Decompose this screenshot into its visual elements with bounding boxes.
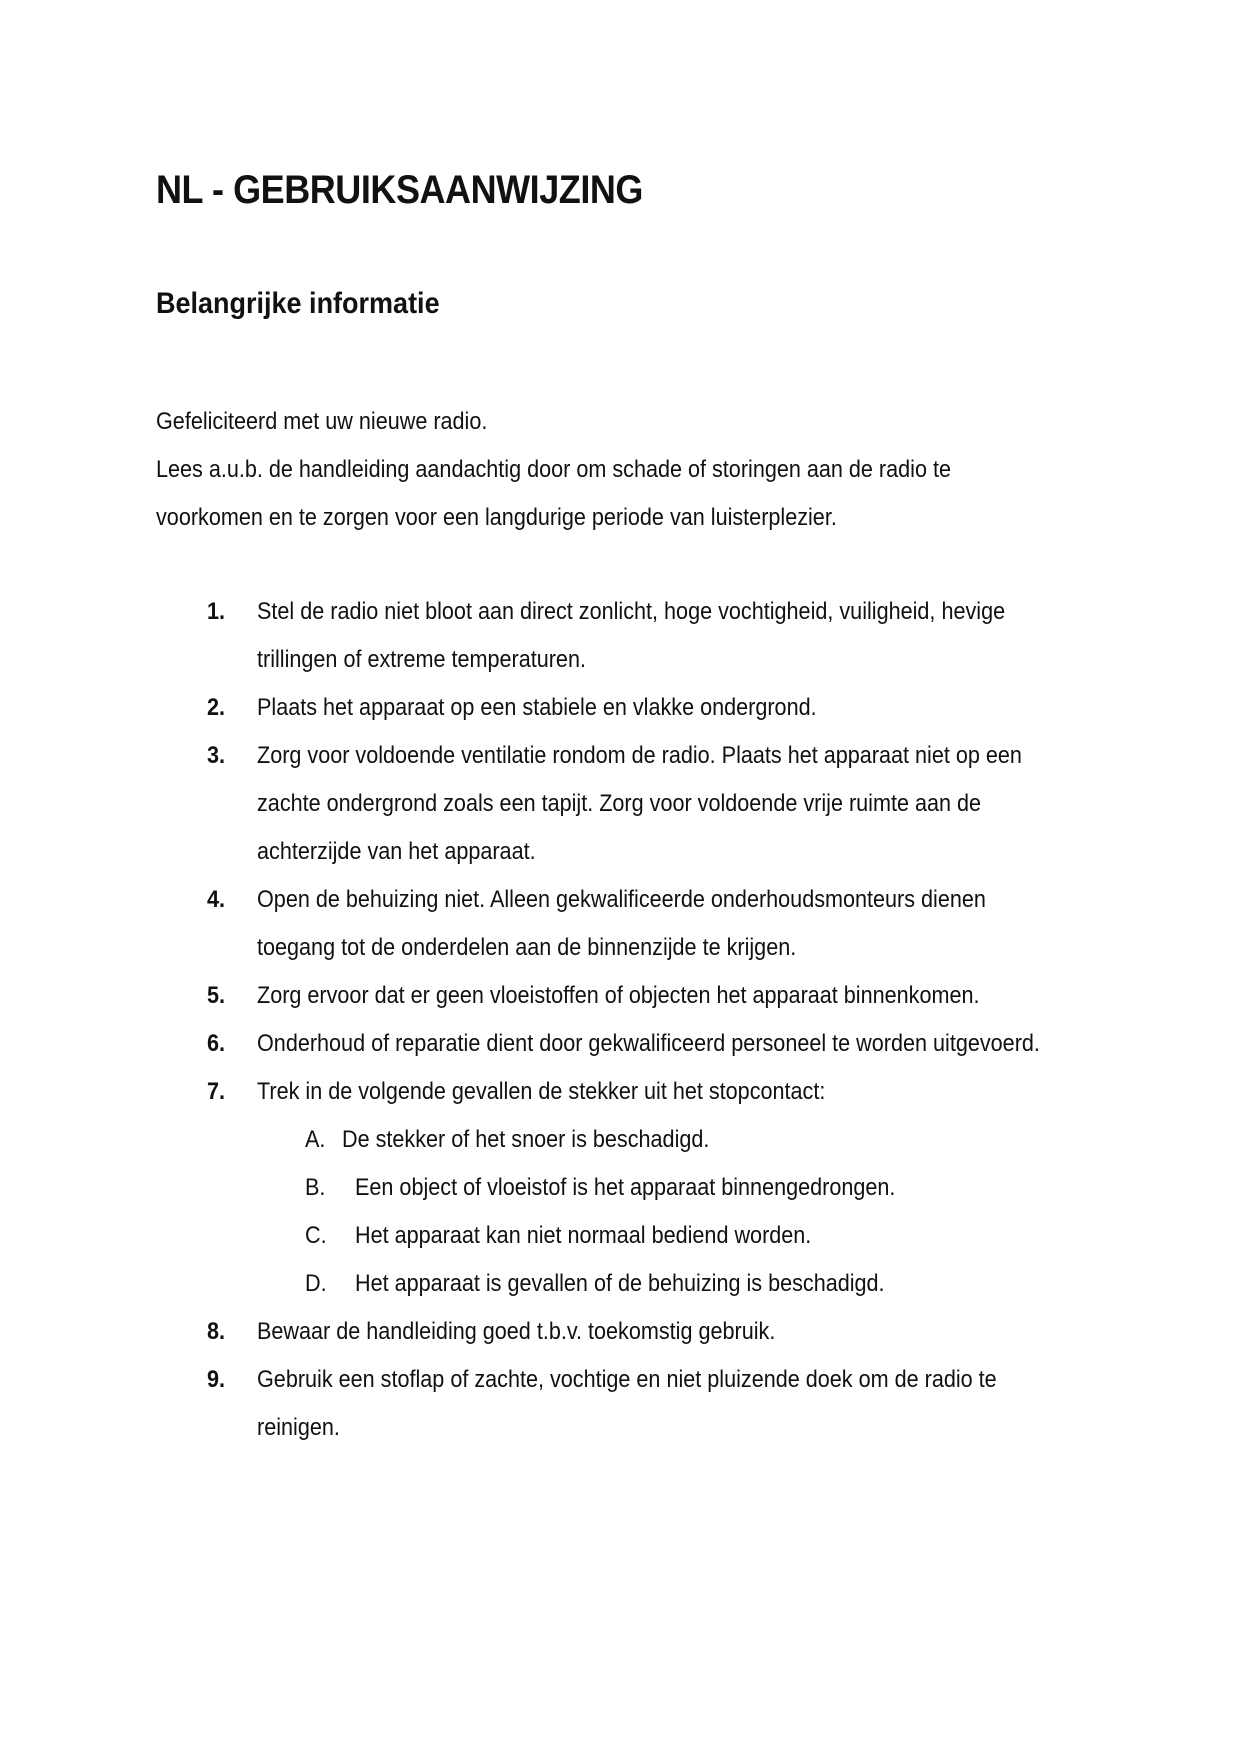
list-item	[0, 876, 1241, 972]
sub-list-item-text: Het apparaat kan niet normaal bediend worden.	[355, 1222, 812, 1249]
list-item-number: 5.	[207, 982, 226, 1009]
list-item-number: 3.	[207, 742, 226, 769]
list-item	[0, 972, 1241, 1020]
list-item	[0, 1308, 1241, 1356]
list-item-number: 4.	[207, 886, 226, 913]
list-item	[0, 588, 1241, 684]
intro-line: Gefeliciteerd met uw nieuwe radio.	[156, 408, 488, 435]
sub-list-item-letter: B.	[305, 1174, 326, 1201]
page-title: NL - GEBRUIKSAANWIJZING	[156, 168, 643, 212]
list-item-number: 1.	[207, 598, 226, 625]
list-item-number: 7.	[207, 1078, 226, 1105]
sub-list-item	[0, 1260, 1241, 1308]
instruction-list	[0, 588, 1241, 1452]
list-item	[0, 732, 1241, 876]
list-item-text: Gebruik een stoflap of zachte, vochtige en niet pluizende doek om de radio te reinigen.	[257, 1366, 997, 1441]
list-item	[0, 1020, 1241, 1068]
intro-line: voorkomen en te zorgen voor een langdurige periode van luisterplezier.	[156, 504, 837, 531]
list-item-text: Zorg voor voldoende ventilatie rondom de radio. Plaats het apparaat niet op een zachte ondergrond zoals een tapijt. Zorg voor voldoende vrije ruimte aan de achterzijde van het apparaat.	[257, 742, 1022, 865]
list-item-text: Trek in de volgende gevallen de stekker uit het stopcontact:	[257, 1078, 826, 1105]
list-item-number: 9.	[207, 1366, 226, 1393]
section-heading: Belangrijke informatie	[156, 287, 440, 320]
sub-list-item-text: Een object of vloeistof is het apparaat binnengedrongen.	[355, 1174, 896, 1201]
list-item	[0, 1068, 1241, 1116]
sub-list-item-letter: C.	[305, 1222, 327, 1249]
sub-list-item	[0, 1164, 1241, 1212]
list-item	[0, 684, 1241, 732]
sub-list-item-text: De stekker of het snoer is beschadigd.	[342, 1126, 710, 1153]
sub-list-item-text: Het apparaat is gevallen of de behuizing is beschadigd.	[355, 1270, 885, 1297]
list-item-text: Open de behuizing niet. Alleen gekwalificeerde onderhoudsmonteurs dienen toegang tot de onderdelen aan de binnenzijde te krijgen.	[257, 886, 986, 961]
sub-list-item	[0, 1116, 1241, 1164]
intro-paragraph	[156, 398, 1056, 542]
sub-list-item-letter: A.	[305, 1126, 326, 1153]
list-item	[0, 1356, 1241, 1452]
list-item-text: Plaats het apparaat op een stabiele en vlakke ondergrond.	[257, 694, 817, 721]
list-item-text: Onderhoud of reparatie dient door gekwalificeerd personeel te worden uitgevoerd.	[257, 1030, 1040, 1057]
sub-list-item-letter: D.	[305, 1270, 327, 1297]
list-item-text: Zorg ervoor dat er geen vloeistoffen of objecten het apparaat binnenkomen.	[257, 982, 980, 1009]
list-item-number: 6.	[207, 1030, 226, 1057]
intro-line: Lees a.u.b. de handleiding aandachtig door om schade of storingen aan de radio te	[156, 456, 951, 483]
list-item-text: Stel de radio niet bloot aan direct zonlicht, hoge vochtigheid, vuiligheid, hevige trillingen of extreme temperaturen.	[257, 598, 1006, 673]
list-item-number: 8.	[207, 1318, 226, 1345]
sub-list-item	[0, 1212, 1241, 1260]
list-item-text: Bewaar de handleiding goed t.b.v. toekomstig gebruik.	[257, 1318, 776, 1345]
list-item-number: 2.	[207, 694, 226, 721]
